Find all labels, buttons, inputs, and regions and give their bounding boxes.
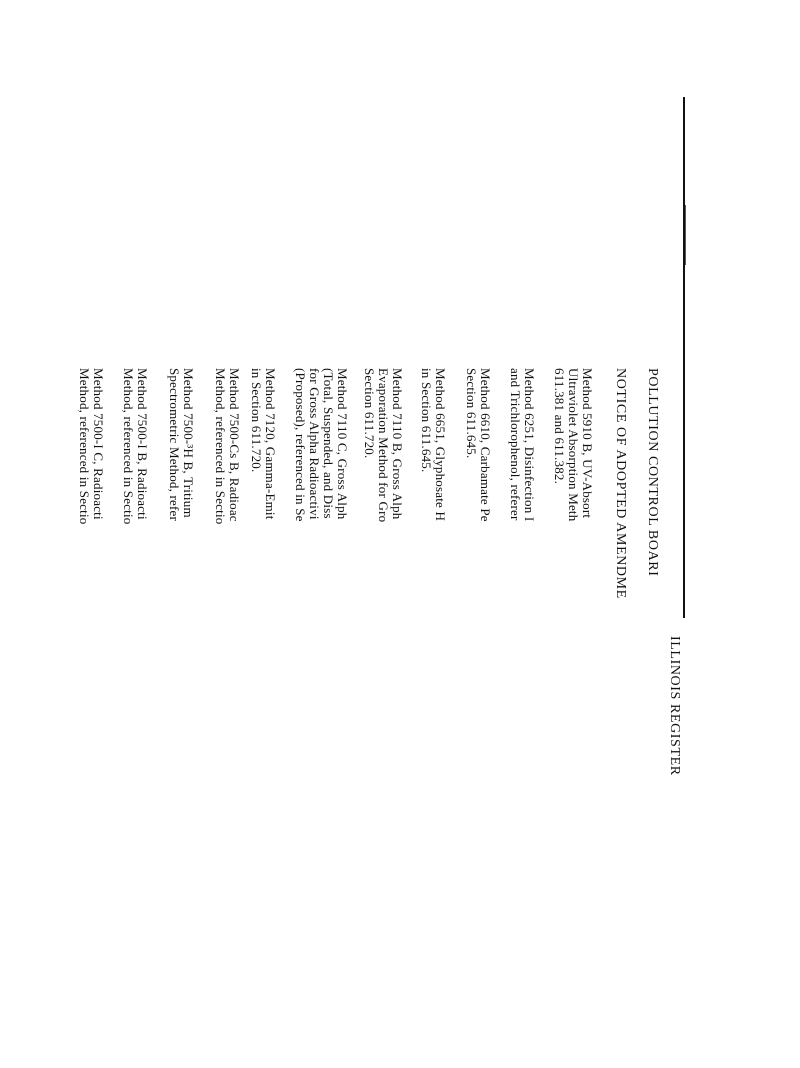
entry-line: Method 6251, Disinfection I xyxy=(522,368,537,522)
entry-line: Evaporation Method for Gro xyxy=(376,368,391,523)
entry-line: Spectrometric Method, refer xyxy=(167,368,182,522)
notice-title: NOTICE OF ADOPTED AMENDME xyxy=(613,368,628,599)
entry-line: Method 6651, Glyphosate H xyxy=(433,368,448,522)
entry-line: (Proposed), referenced in Se xyxy=(293,368,308,522)
header-rule xyxy=(683,97,685,618)
entry-line: Section 611.720. xyxy=(362,368,377,459)
entry-line: Method 7500-I C, Radioacti xyxy=(91,368,106,520)
entry-line: in Section 611.720. xyxy=(249,368,264,473)
entry-line: and Trichlorophenol, referer xyxy=(508,368,523,521)
entry-line: Method, referenced in Sectio xyxy=(213,368,228,525)
entry-line: for Gross Alpha Radioactivi xyxy=(307,368,322,520)
entry-line: Method 7500-³H B, Tritium xyxy=(181,368,196,518)
entry-line: Method, referenced in Sectio xyxy=(121,368,136,525)
register-title: ILLINOIS REGISTER xyxy=(667,636,682,776)
entry-line: Method 7110 B, Gross Alph xyxy=(390,368,405,520)
entry-line: Method 7110 C, Gross Alph xyxy=(335,368,350,520)
entry-line: Method 7120, Gamma-Emit xyxy=(263,368,278,520)
entry-line: Method 7500-Cs B, Radioac xyxy=(227,368,242,522)
entry-line: Ultraviolet Absorption Meth xyxy=(566,368,581,522)
entry-line: Method, referenced in Sectio xyxy=(77,368,92,525)
entry-line: Method 5910 B, UV-Absort xyxy=(580,368,595,519)
board-title: POLLUTION CONTROL BOARI xyxy=(645,368,660,577)
entry-line: (Total, Suspended, and Diss xyxy=(321,368,336,519)
entry-line: Method 7500-I B, Radioacti xyxy=(135,368,150,520)
entry-line: 611.381 and 611.382. xyxy=(552,368,567,485)
entry-line: Method 6610, Carbamate Pe xyxy=(478,368,493,522)
entry-line: in Section 611.645. xyxy=(419,368,434,473)
entry-line: Section 611.645. xyxy=(464,368,479,459)
header-rule-mark xyxy=(685,205,686,265)
